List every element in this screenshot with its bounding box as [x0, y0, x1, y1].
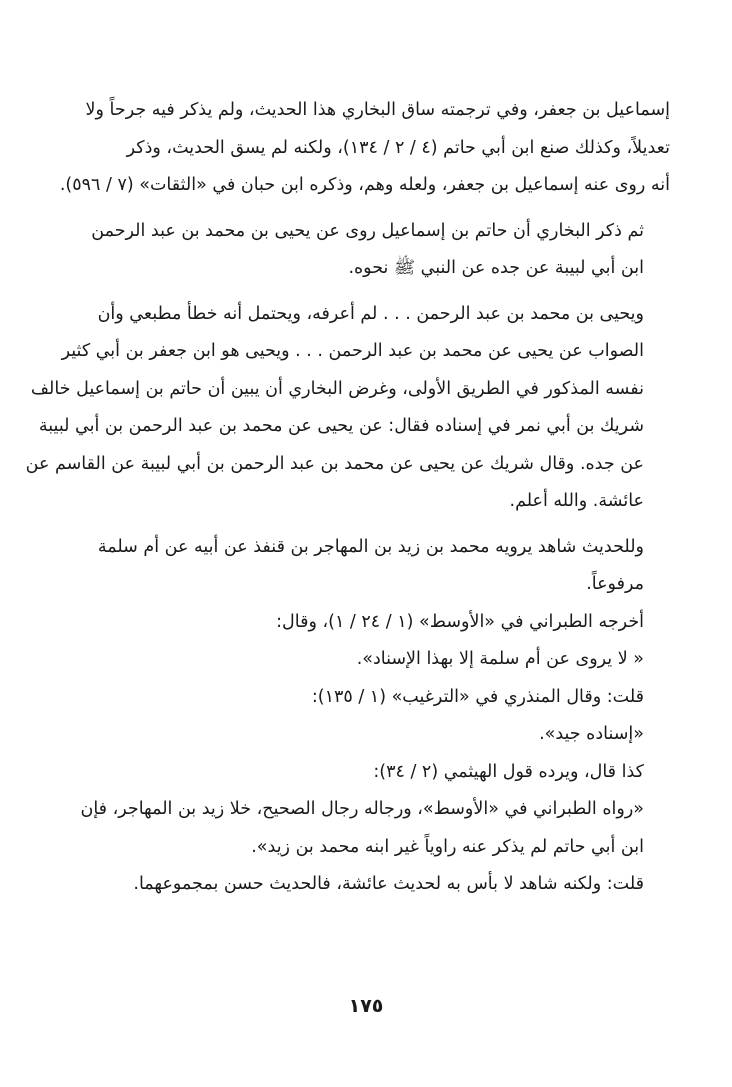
page-body: [25, 92, 670, 904]
text-line: ابن أبي لبيبة عن جده عن النبي ﷺ نحوه.: [348, 258, 644, 278]
paragraph-yahya-ibn-muhammad: [25, 296, 670, 521]
text-line: أخرجه الطبراني في «الأوسط» (١ / ٢٤ / ١)، وقال:: [276, 611, 644, 632]
paragraph-witness-hadith: [70, 529, 670, 604]
text-line: كذا قال، ويرده قول الهيثمي (٢ / ٣٤):: [373, 761, 644, 782]
text-line: ابن أبي حاتم لم يذكر عنه راوياً غير ابنه محمد بن زيد».: [251, 836, 644, 857]
text-line: قلت: ولكنه شاهد لا بأس به لحديث عائشة، فالحديث حسن بمجموعهما.: [133, 874, 644, 894]
paragraph-ismail-ibn-jafar: [59, 92, 670, 205]
text-line: مرفوعاً.: [586, 574, 644, 594]
paragraph-tabarani-awsat: [70, 604, 670, 642]
paragraph-bukhari-hatim: [70, 213, 670, 288]
text-line: قلت: وقال المنذري في «الترغيب» (١ / ١٣٥):: [311, 686, 644, 707]
text-line: عن جده. وقال شريك عن يحيى عن محمد بن عبد الرحمن بن أبي لبيبة عن القاسم عن: [25, 453, 644, 474]
text-line: « لا يروى عن أم سلمة إلا بهذا الإسناد».: [356, 649, 644, 669]
text-line: ويحيى بن محمد بن عبد الرحمن . . . لم أعرفه، ويحتمل أنه خطأ مطبعي وأن: [97, 303, 644, 324]
text-line: الصواب عن يحيى عن محمد بن عبد الرحمن . . . ويحيى هو ابن جعفر بن أبي كثير: [61, 341, 644, 361]
text-line: أنه روى عنه إسماعيل بن جعفر، ولعله وهم، وذكره ابن حبان في «الثقات» (٧ / ٥٩٦).: [59, 175, 670, 195]
text-line: وللحديث شاهد يرويه محمد بن زيد بن المهاجر بن قنفذ عن أبيه عن أم سلمة: [97, 536, 644, 557]
text-line: إسماعيل بن جعفر، وفي ترجمته ساق البخاري هذا الحديث، ولم يذكر فيه جرحاً ولا: [85, 100, 670, 120]
paragraph-conclusion: [70, 866, 670, 904]
page-number: ١٧٥: [348, 995, 384, 1017]
paragraph-haythami: [70, 754, 670, 792]
text-line: «رواه الطبراني في «الأوسط»، ورجاله رجال الصحيح، خلا زيد بن المهاجر، فإن: [80, 799, 644, 819]
text-line: ثم ذكر البخاري أن حاتم بن إسماعيل روى عن يحيى بن محمد بن عبد الرحمن: [91, 220, 644, 241]
text-line: «إسناده جيد».: [539, 724, 644, 744]
paragraph-mundhiri: [70, 679, 670, 717]
text-line: تعديلاً، وكذلك صنع ابن أبي حاتم (٤ / ٢ / ١٣٤)، ولكنه لم يسق الحديث، وذكر: [126, 137, 670, 158]
text-line: شريك بن أبي نمر في إسناده فقال: عن يحيى عن محمد بن عبد الرحمن بن أبي لبيبة: [38, 416, 644, 436]
paragraph-haythami-quote: [70, 791, 670, 866]
paragraph-mundhiri-quote: [70, 716, 670, 754]
text-line: عائشة. والله أعلم.: [509, 491, 644, 511]
paragraph-tabarani-quote: [70, 641, 670, 679]
text-line: نفسه المذكور في الطريق الأولى، وغرض البخاري أن يبين أن حاتم بن إسماعيل خالف: [30, 378, 644, 399]
